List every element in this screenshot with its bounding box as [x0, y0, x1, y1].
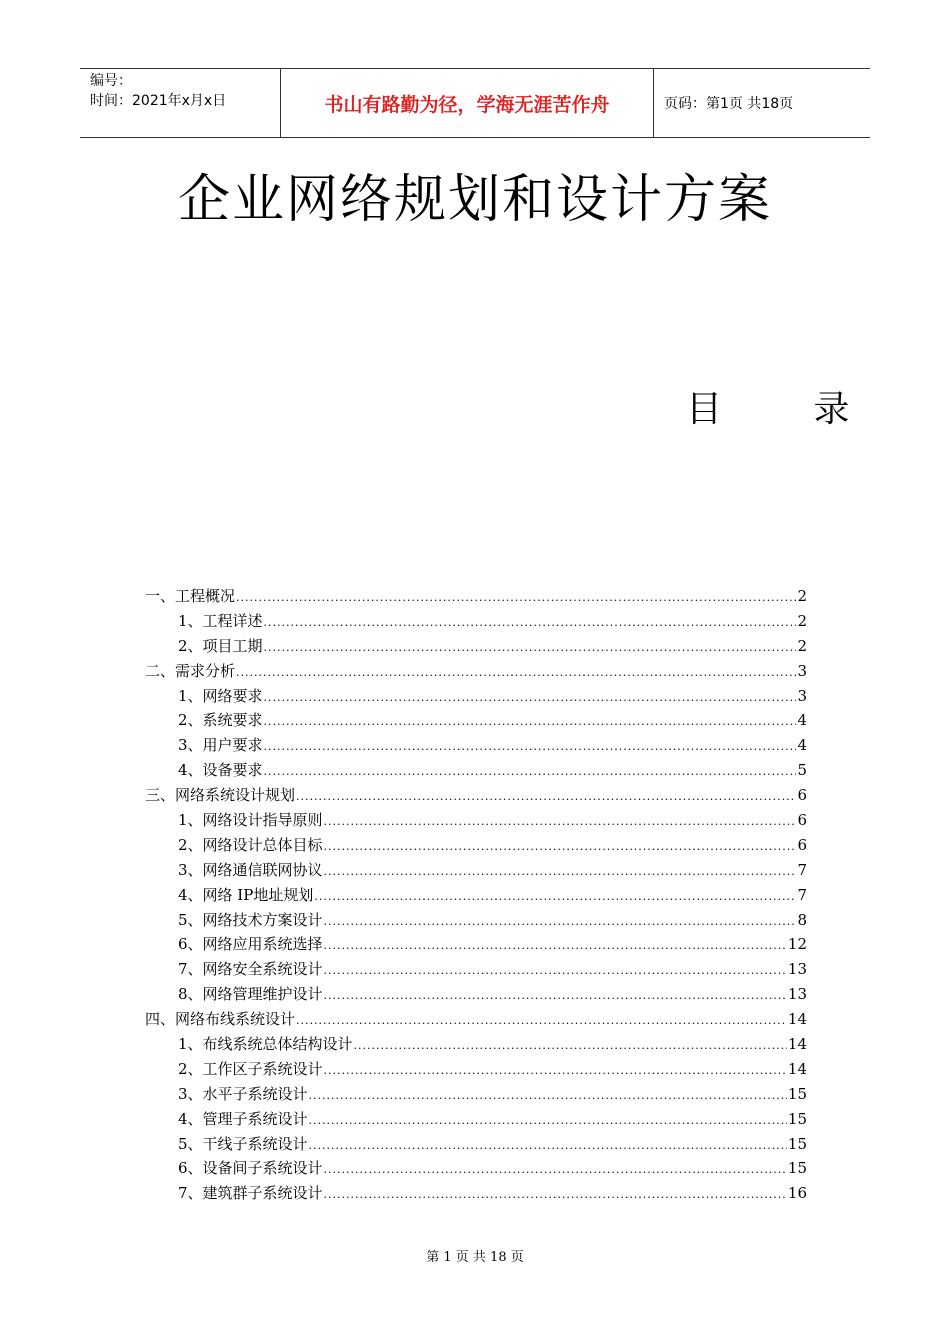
code-label: 编号： — [90, 73, 132, 89]
toc-dot-leader — [324, 1059, 787, 1084]
toc-entry[interactable] — [145, 908, 807, 933]
toc-entry[interactable] — [145, 609, 807, 634]
toc-entry[interactable] — [145, 982, 807, 1007]
toc-entry[interactable] — [145, 1156, 807, 1181]
toc-dot-leader — [236, 661, 796, 686]
document-title: 企业网络规划和设计方案 — [177, 170, 772, 230]
toc-entry[interactable] — [145, 1057, 807, 1082]
toc-entry-text: 4、管理子系统设计 — [178, 1109, 308, 1128]
toc-entry[interactable] — [145, 1107, 807, 1132]
page-footer: 第 1 页 共 18 页 — [426, 1250, 524, 1265]
toc-entry[interactable] — [145, 1181, 807, 1206]
toc-dot-leader — [324, 860, 797, 885]
toc-entry-page: 13 — [787, 985, 807, 1004]
toc-entry[interactable] — [145, 684, 807, 709]
toc-entry-page: 14 — [787, 1035, 807, 1054]
toc-entry-page: 14 — [787, 1059, 807, 1078]
toc-entry-page: 7 — [797, 860, 807, 879]
toc-entry[interactable] — [145, 1032, 807, 1057]
toc-entry-text: 三、网络系统设计规划 — [145, 786, 296, 805]
toc-entry-text: 二、需求分析 — [145, 661, 236, 680]
toc-entry-text: 8、网络管理维护设计 — [178, 985, 323, 1004]
toc-dot-leader — [264, 735, 797, 760]
toc-entry[interactable] — [145, 858, 807, 883]
toc-entry[interactable] — [145, 659, 807, 684]
toc-entry-page: 8 — [797, 910, 807, 929]
toc-entry-text: 4、网络 IP地址规划 — [178, 885, 314, 904]
toc-dot-leader — [314, 885, 796, 910]
toc-dot-leader — [324, 959, 787, 984]
toc-entry-page: 6 — [797, 811, 807, 830]
toc-entry[interactable] — [145, 808, 807, 833]
toc-entry-text: 7、建筑群子系统设计 — [178, 1184, 323, 1203]
toc-entry[interactable] — [145, 1007, 807, 1032]
toc-dot-leader — [324, 810, 797, 835]
toc-entry-text: 2、系统要求 — [178, 711, 263, 730]
toc-entry-text: 3、用户要求 — [178, 736, 263, 755]
toc-dot-leader — [309, 1109, 787, 1134]
toc-entry-page: 2 — [797, 611, 807, 630]
toc-entry-page: 4 — [797, 711, 807, 730]
toc-dot-leader — [324, 984, 787, 1009]
toc-entry-page: 4 — [797, 736, 807, 755]
toc-dot-leader — [264, 611, 797, 636]
toc-entry-text: 5、干线子系统设计 — [178, 1134, 308, 1153]
toc-entry-text: 3、水平子系统设计 — [178, 1084, 308, 1103]
toc-entry-text: 4、设备要求 — [178, 761, 263, 780]
toc-entry-page: 3 — [797, 686, 807, 705]
toc-dot-leader — [324, 1158, 787, 1183]
toc-dot-leader — [354, 1034, 787, 1059]
toc-entry-text: 2、网络设计总体目标 — [178, 835, 323, 854]
toc-dot-leader — [309, 1084, 787, 1109]
toc-entry[interactable] — [145, 932, 807, 957]
toc-entry[interactable] — [145, 833, 807, 858]
toc-entry[interactable] — [145, 957, 807, 982]
toc-entry-page: 2 — [797, 587, 807, 605]
header-meta — [80, 69, 280, 137]
toc-dot-leader — [324, 835, 797, 860]
toc-entry-page: 15 — [787, 1084, 807, 1103]
toc-entry[interactable] — [145, 634, 807, 659]
toc-entry-page: 12 — [787, 935, 807, 954]
time-label: 时间：2021年x月x日 — [90, 93, 227, 109]
toc-dot-leader — [264, 686, 797, 711]
toc-entry[interactable] — [145, 1082, 807, 1107]
toc-entry-text: 3、网络通信联网协议 — [178, 860, 323, 879]
toc-entry-text: 1、网络设计指导原则 — [178, 811, 323, 830]
toc-dot-leader — [264, 710, 797, 735]
toc-entry[interactable] — [145, 733, 807, 758]
toc-entry-text: 1、布线系统总体结构设计 — [178, 1035, 353, 1054]
toc-entry-text: 四、网络布线系统设计 — [145, 1010, 296, 1029]
toc-dot-leader — [264, 760, 797, 785]
toc-entry-text: 一、工程概况 — [145, 587, 236, 605]
header-slogan: 书山有路勤为径，学海无涯苦作舟 — [280, 69, 654, 137]
toc-entry-text: 2、工作区子系统设计 — [178, 1059, 323, 1078]
toc-entry[interactable] — [145, 783, 807, 808]
toc-entry-text: 6、网络应用系统选择 — [178, 935, 323, 954]
toc-entry-page: 6 — [797, 835, 807, 854]
toc-entry-text: 5、网络技术方案设计 — [178, 910, 323, 929]
toc-dot-leader — [324, 1183, 787, 1208]
toc-dot-leader — [296, 1009, 787, 1034]
toc-entry-page: 3 — [797, 661, 807, 680]
header-page-info: 页码：第1页 共18页 — [664, 96, 794, 112]
toc-entry-page: 15 — [787, 1159, 807, 1178]
toc-entry-text: 7、网络安全系统设计 — [178, 960, 323, 979]
page-header — [80, 68, 870, 138]
toc-entry[interactable] — [145, 758, 807, 783]
toc-entry-page: 15 — [787, 1134, 807, 1153]
toc-entry[interactable] — [145, 883, 807, 908]
toc-entry[interactable] — [145, 1132, 807, 1157]
toc-entry-page: 15 — [787, 1109, 807, 1128]
toc-dot-leader — [236, 586, 796, 611]
toc-entry-page: 6 — [797, 786, 807, 805]
toc-entry-text: 1、网络要求 — [178, 686, 263, 705]
toc-dot-leader — [324, 910, 797, 935]
toc-entry[interactable] — [145, 584, 807, 609]
toc-dot-leader — [324, 934, 787, 959]
toc-entry-page: 7 — [797, 885, 807, 904]
toc-entry-text: 1、工程详述 — [178, 611, 263, 630]
toc-entry-text: 6、设备间子系统设计 — [178, 1159, 323, 1178]
toc-dot-leader — [264, 636, 797, 661]
table-of-contents — [145, 584, 807, 1206]
toc-entry-page: 16 — [787, 1184, 807, 1203]
toc-heading: 目 录 — [686, 389, 890, 430]
toc-entry[interactable] — [145, 708, 807, 733]
toc-entry-page: 5 — [797, 761, 807, 780]
toc-dot-leader — [296, 785, 796, 810]
toc-entry-page: 2 — [797, 636, 807, 655]
toc-entry-page: 13 — [787, 960, 807, 979]
toc-entry-page: 14 — [787, 1010, 807, 1029]
toc-dot-leader — [309, 1134, 787, 1159]
toc-entry-text: 2、项目工期 — [178, 636, 263, 655]
